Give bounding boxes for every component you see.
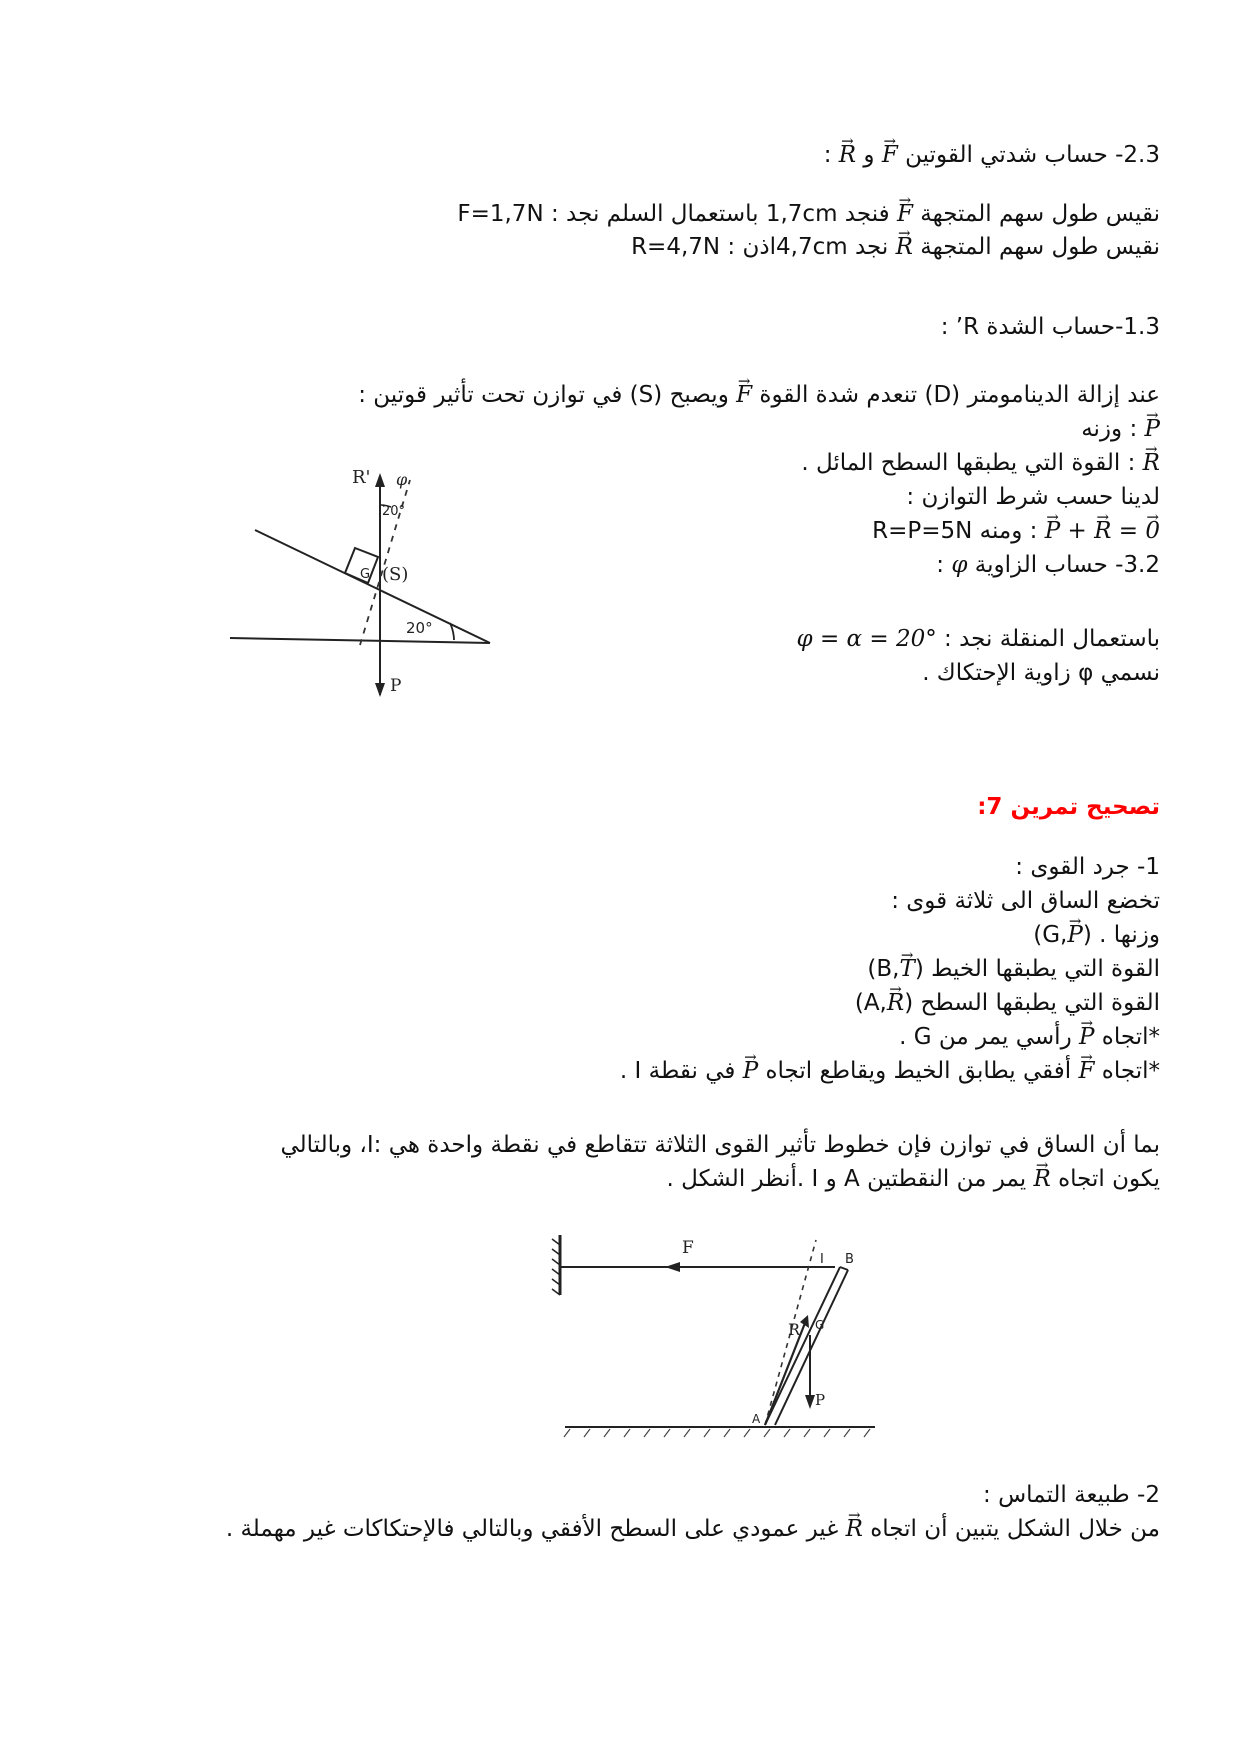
contact-conclusion	[128, 1512, 1160, 1546]
phi-symbol: φ	[951, 552, 968, 578]
three-forces-line: تخضع الساق الى ثلاثة قوى :	[891, 888, 1160, 914]
remove-dynamometer-post: ويصبح (S) في توازن تحت تأثير قوتين :	[358, 382, 729, 408]
and-word: و	[863, 142, 875, 168]
colon: :	[936, 552, 945, 578]
protractor-text: باستعمال المنقلة نجد :	[944, 626, 1160, 652]
measure-R-post: نجد 4,7cmاذن : R=4,7N	[631, 234, 889, 260]
section-3-2-title	[936, 548, 1160, 582]
reaction-line	[801, 446, 1160, 480]
label-phi: φ	[396, 470, 408, 489]
weight-force-line	[1033, 918, 1160, 952]
vector-F-symbol: → F	[882, 138, 898, 172]
colon: :	[823, 142, 832, 168]
section-3-2-title-text: 3.2- حساب الزاوية	[974, 552, 1160, 578]
label-B: B	[845, 1252, 854, 1267]
contact-pre: من خلال الشكل يتبين أن اتجاه	[870, 1516, 1160, 1542]
vector-R-symbol: → R	[1033, 1162, 1050, 1196]
exercise-7-title: تصحيح تمرين 7:	[977, 794, 1160, 820]
vector-T-symbol: → T	[899, 952, 914, 986]
tension-force-line	[867, 952, 1160, 986]
reaction-point: (A,	[854, 990, 887, 1016]
vector-P-symbol: → P	[1067, 918, 1082, 952]
protractor-line	[797, 622, 1160, 656]
tension-point: (B,	[867, 956, 900, 982]
weight-pair	[1033, 918, 1106, 952]
vector-R-symbol: → R	[887, 986, 904, 1020]
label-G: G	[815, 1318, 825, 1332]
label-base-angle: 20°	[406, 619, 433, 637]
measure-R-line	[631, 230, 1160, 264]
contact-post: غير عمودي على السطح الأفقي وبالتالي فالإحتكاكات غير مهملة .	[225, 1516, 839, 1542]
direction-P-line	[899, 1020, 1160, 1054]
zero-vector: → 0	[1145, 514, 1160, 548]
weight-pre: وزنها	[1113, 922, 1160, 948]
vector-R-symbol: → R	[896, 230, 913, 264]
label-R-prime: R'	[352, 467, 371, 488]
contact-nature-title: 2- طبيعة التماس :	[983, 1482, 1160, 1508]
direction-F-pre: *اتجاه	[1101, 1058, 1160, 1084]
label-P: P	[815, 1391, 826, 1409]
equilibrium-result: : ومنه R=P=5N	[872, 518, 1038, 544]
section-2-3-title-text: 2.3- حساب شدتي القوتين	[905, 142, 1160, 168]
reaction-close: )	[904, 990, 914, 1016]
vector-F-symbol: → F	[1079, 1054, 1095, 1088]
label-G: G	[360, 567, 371, 582]
tension-pre: القوة التي يطبقها الخيط	[931, 956, 1160, 982]
label-F: F	[682, 1238, 694, 1258]
friction-angle-name: نسمي φ زاوية الإحتكاك .	[922, 660, 1160, 686]
vector-P-symbol: → P	[1145, 412, 1160, 446]
reaction-desc: : القوة التي يطبقها السطح المائل .	[801, 450, 1136, 476]
label-R: R	[788, 1320, 801, 1339]
direction-F-post: في نقطة I .	[619, 1058, 736, 1084]
weight-point: (G,	[1033, 922, 1068, 948]
weight-close: ) .	[1082, 922, 1107, 948]
vector-P-symbol: → P	[1079, 1020, 1094, 1054]
direction-R-line	[667, 1162, 1160, 1196]
equilibrium-intersection-line: بما أن الساق في توازن فإن خطوط تأثير القوى الثلاثة تتقاطع في نقطة واحدة هي :I، وبالتالي	[280, 1132, 1160, 1158]
F-arrowhead	[665, 1262, 680, 1272]
direction-P-pre: *اتجاه	[1101, 1024, 1160, 1050]
label-A: A	[752, 1412, 761, 1426]
phi-equation: φ = α = 20°	[796, 626, 937, 652]
equilibrium-equation	[872, 514, 1160, 548]
rod-top	[840, 1267, 848, 1270]
measure-F-pre: نقيس طول سهم المتجهة	[920, 201, 1160, 227]
section-1-3-title: 1.3-حساب الشدة R’ :	[940, 314, 1160, 340]
reaction-pre: القوة التي يطبقها السطح	[920, 990, 1160, 1016]
rod-edge-1	[765, 1267, 840, 1425]
measure-F-line	[457, 197, 1160, 231]
R-prime-arrowhead	[375, 473, 385, 487]
direction-R-post: يمر من النقطتين A و I .أنظر الشكل .	[666, 1166, 1027, 1192]
vector-sum-equation	[1045, 514, 1160, 548]
direction-F-line	[620, 1054, 1160, 1088]
equals-sign: =	[1118, 518, 1139, 544]
direction-R-pre: يكون اتجاه	[1058, 1166, 1160, 1192]
forces-inventory-title: 1- جرد القوى :	[1015, 854, 1160, 880]
inclined-plane-line	[255, 530, 490, 643]
label-I: I	[820, 1252, 824, 1267]
remove-dynamometer-line	[358, 378, 1160, 412]
vector-R-symbol: → R	[1143, 446, 1160, 480]
vector-P-symbol: → P	[1045, 514, 1060, 548]
measure-F-post: فنجد 1,7cm باستعمال السلم نجد : F=1,7N	[457, 201, 890, 227]
P-arrowhead	[375, 683, 385, 697]
vector-R-symbol: → R	[1094, 514, 1111, 548]
rod-equilibrium-figure	[550, 1225, 890, 1450]
vector-F-symbol: → F	[736, 378, 752, 412]
vector-P-symbol: → P	[743, 1054, 758, 1088]
reaction-force-line	[855, 986, 1160, 1020]
remove-dynamometer-pre: عند إزالة الدينامومتر (D) تنعدم شدة القوة	[759, 382, 1160, 408]
direction-F-mid: أفقي يطابق الخيط ويقاطع اتجاه	[765, 1058, 1072, 1084]
inclined-plane-figure	[210, 455, 510, 715]
label-S: (S)	[382, 564, 409, 585]
P-arrowhead	[805, 1395, 815, 1409]
direction-P-post: رأسي يمر من G .	[899, 1024, 1072, 1050]
plus-sign: +	[1067, 518, 1087, 544]
tension-close: )	[914, 956, 924, 982]
measure-R-pre: نقيس طول سهم المتجهة	[920, 234, 1160, 260]
reaction-pair	[855, 986, 913, 1020]
label-P: P	[390, 676, 402, 696]
weight-desc: : وزنه	[1081, 416, 1138, 442]
vector-R-symbol: → R	[846, 1512, 863, 1546]
vector-R-symbol: → R	[839, 138, 856, 172]
label-top-angle: 20°	[382, 504, 406, 519]
ground-hatching	[564, 1429, 870, 1437]
equilibrium-condition: لدينا حسب شرط التوازن :	[906, 484, 1160, 510]
section-2-3-title	[824, 138, 1160, 172]
vector-F-symbol: → F	[897, 197, 913, 231]
